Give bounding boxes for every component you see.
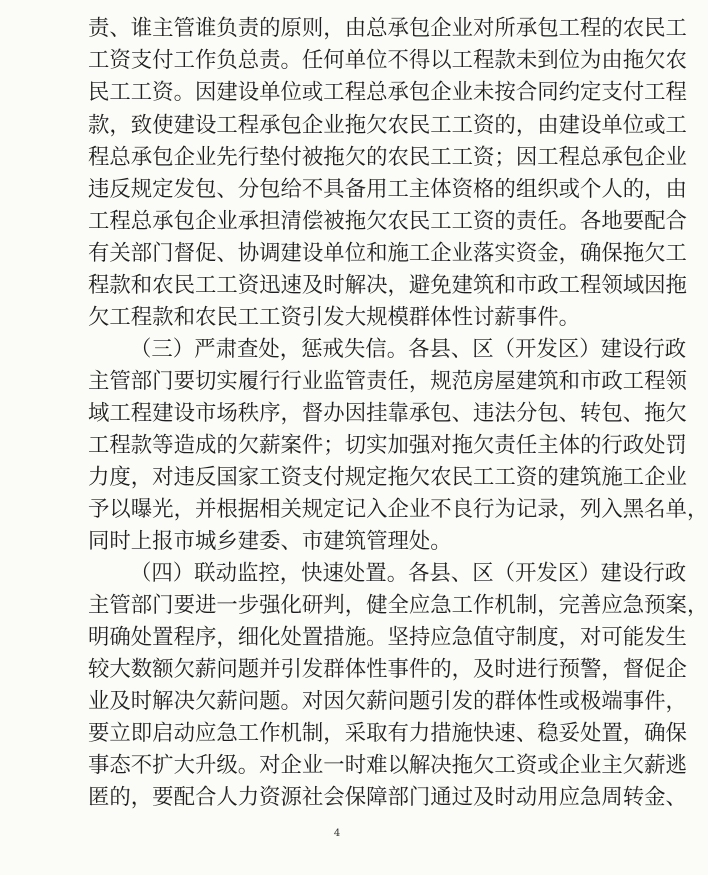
text-line: 工程总承包企业承担清偿被拖欠农民工工资的责任。各地要配合: [88, 209, 687, 234]
page-number: 4: [333, 828, 341, 839]
text-line: 有关部门督促、协调建设单位和施工企业落实资金，确保拖欠工: [88, 241, 687, 266]
text-line: 欠工程款和农民工工资引发大规模群体性讨薪事件。: [88, 305, 580, 330]
text-line: 力度，对违反国家工资支付规定拖欠农民工工资的建筑施工企业: [88, 465, 687, 490]
text-line: 域工程建设市场秩序，督办因挂靠承包、违法分包、转包、拖欠: [88, 401, 687, 426]
text-line: 程总承包企业先行垫付被拖欠的农民工工资；因工程总承包企业: [88, 145, 687, 170]
text-line: 要立即启动应急工作机制，采取有力措施快速、稳妥处置，确保: [88, 721, 687, 746]
text-line: 程款和农民工工资迅速及时解决，避免建筑和市政工程领域因拖: [88, 273, 687, 298]
paragraph-heading-3: （三）严肃查处，惩戒失信。各县、区（开发区）建设行政: [130, 337, 687, 362]
text-line: 主管部门要切实履行行业监管责任，规范房屋建筑和市政工程领: [88, 369, 687, 394]
text-line: 较大数额欠薪问题并引发群体性事件的，及时进行预警，督促企: [88, 657, 687, 682]
text-line: 匿的，要配合人力资源社会保障部门通过及时动用应急周转金、: [88, 785, 687, 810]
text-line: 违反规定发包、分包给不具备用工主体资格的组织或个人的，由: [88, 177, 687, 202]
paragraph-heading-4: （四）联动监控，快速处置。各县、区（开发区）建设行政: [130, 561, 687, 586]
text-line: 款，致使建设工程承包企业拖欠农民工工资的，由建设单位或工: [88, 113, 687, 138]
text-line: 事态不扩大升级。对企业一时难以解决拖欠工资或企业主欠薪逃: [88, 753, 687, 778]
text-line: 予以曝光，并根据相关规定记入企业不良行为记录，列入黑名单，: [88, 497, 708, 522]
text-line: 同时上报市城乡建委、市建筑管理处。: [88, 529, 452, 554]
text-line: 工资支付工作负总责。任何单位不得以工程款未到位为由拖欠农: [88, 48, 687, 73]
text-line: 民工工资。因建设单位或工程总承包企业未按合同约定支付工程: [88, 80, 687, 105]
text-line: 业及时解决欠薪问题。对因欠薪问题引发的群体性或极端事件，: [88, 689, 687, 714]
text-line: 明确处置程序，细化处置措施。坚持应急值守制度，对可能发生: [88, 625, 687, 650]
text-line: 主管部门要进一步强化研判，健全应急工作机制，完善应急预案，: [88, 593, 708, 618]
text-line: 责、谁主管谁负责的原则，由总承包企业对所承包工程的农民工: [88, 16, 687, 41]
text-line: 工程款等造成的欠薪案件；切实加强对拖欠责任主体的行政处罚: [88, 433, 687, 458]
